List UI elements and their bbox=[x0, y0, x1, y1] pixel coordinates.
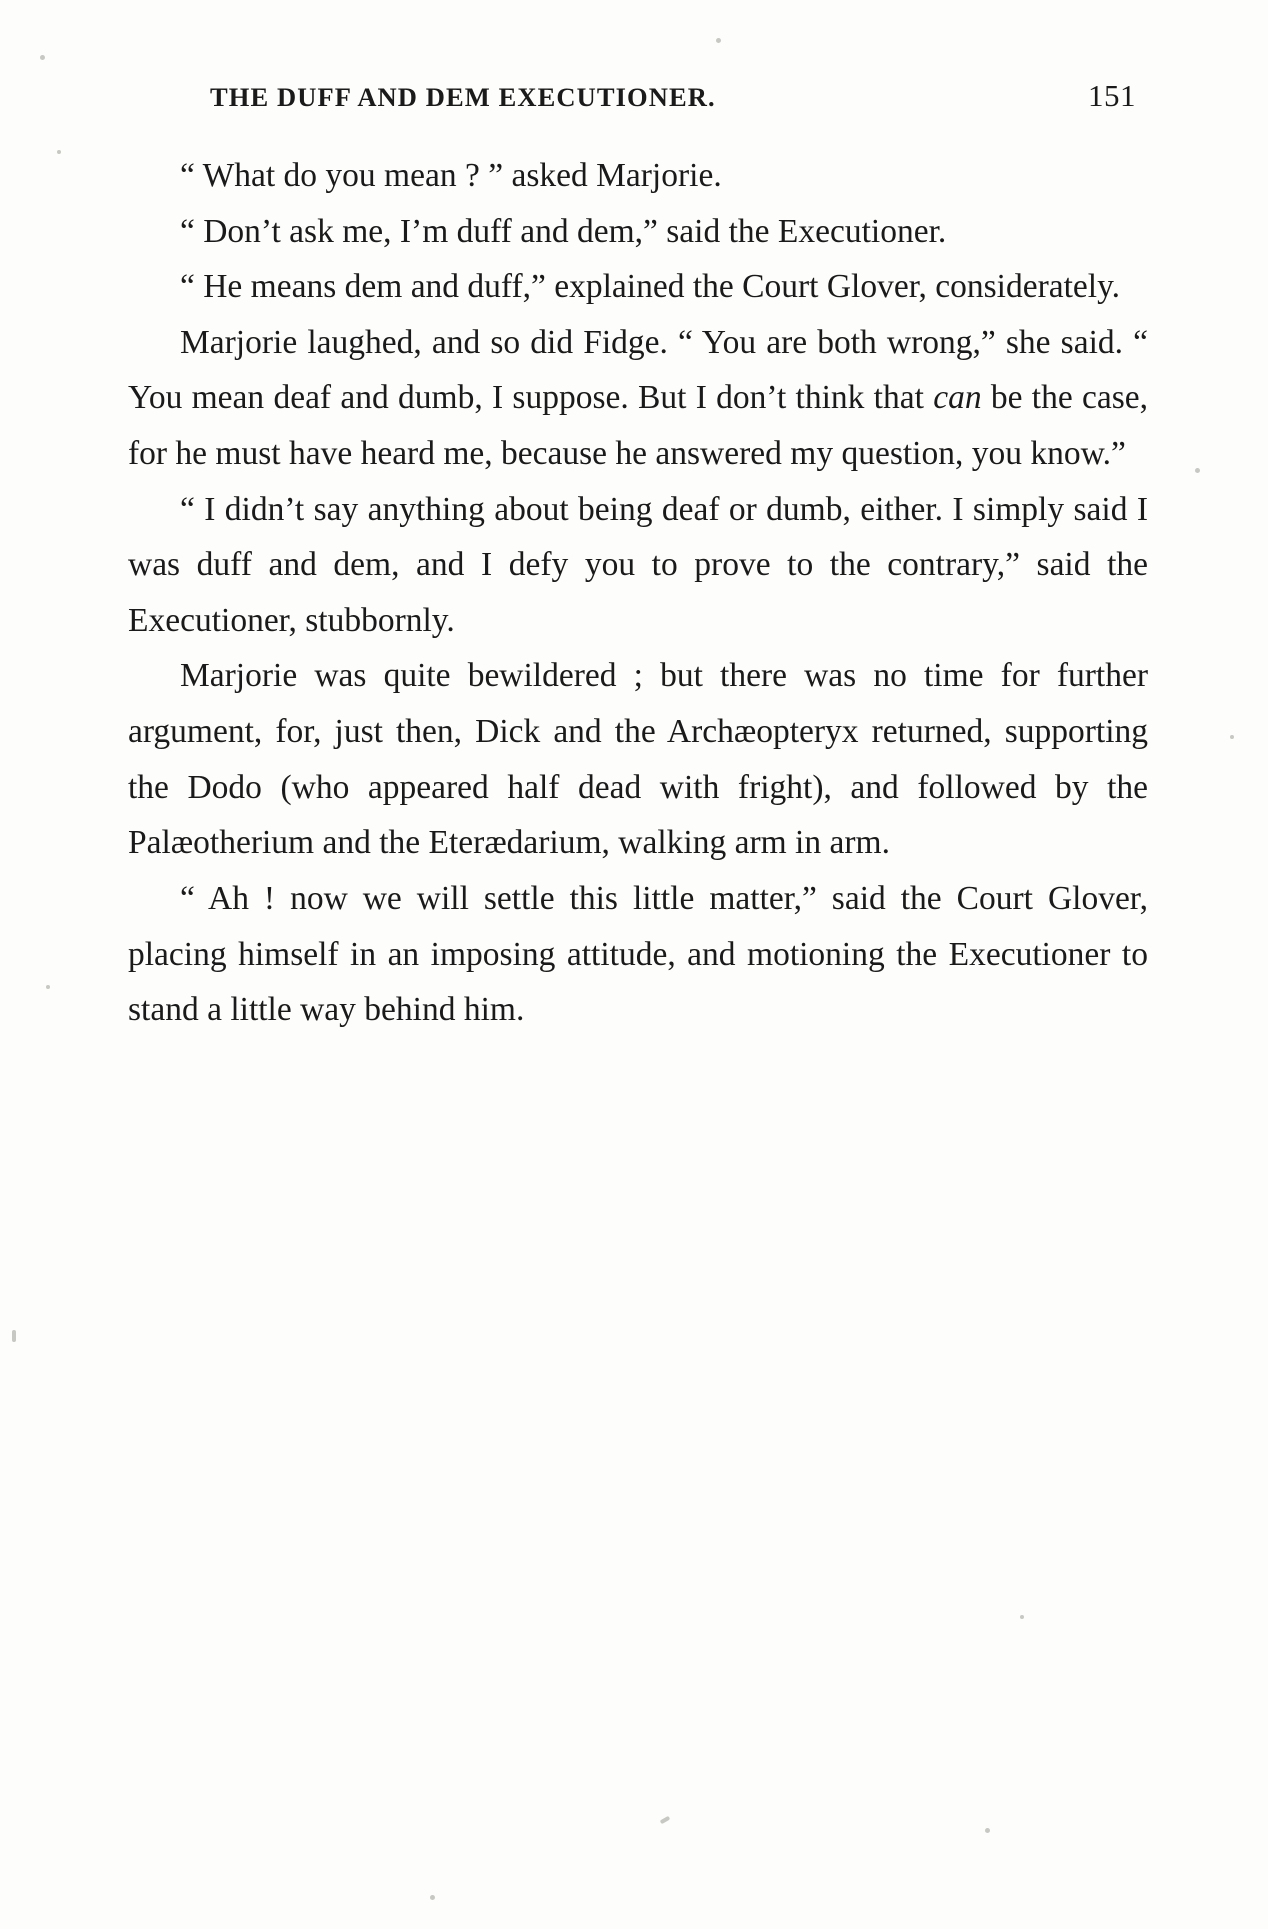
scan-speck bbox=[1230, 735, 1234, 739]
scan-speck bbox=[430, 1895, 435, 1900]
paragraph bbox=[128, 315, 1148, 482]
scan-speck bbox=[40, 55, 45, 60]
paragraph: “ He means dem and duff,” explained the Court Glover, considerately. bbox=[180, 268, 1121, 306]
paragraph: “ What do you mean ? ” asked Marjorie. bbox=[180, 157, 722, 194]
paragraph: “ Don’t ask me, I’m duff and dem,” said the Executioner. bbox=[180, 212, 947, 250]
scan-speck bbox=[57, 150, 61, 154]
scan-speck bbox=[12, 1330, 16, 1342]
scan-speck bbox=[985, 1828, 990, 1833]
page-number: 151 bbox=[1088, 78, 1136, 113]
paragraph: “ Ah ! now we will settle this little matter,” said the Court Glover, placing himself in an imposing attitude, and motioning the Executioner to stand a little way behind him. bbox=[128, 879, 1148, 1029]
body-text bbox=[128, 148, 1148, 1038]
scan-speck bbox=[46, 985, 50, 989]
emphasis-word: can bbox=[933, 379, 982, 417]
running-head bbox=[128, 78, 1148, 114]
scan-speck bbox=[660, 1816, 671, 1824]
scan-speck bbox=[1020, 1615, 1024, 1619]
scan-speck bbox=[1195, 468, 1200, 473]
paragraph-text-before-italic: Marjorie laughed, and so did Fidge. “ You are both wrong,” she said. “ You mean deaf and dumb, I suppose. But I don’t think that bbox=[128, 323, 1148, 417]
paragraph: “ I didn’t say anything about being deaf or dumb, either. I simply said I was duff and dem, and I defy you to prove to the contrary,” said the Executioner, stubbornly. bbox=[128, 490, 1148, 639]
page-title: THE DUFF AND DEM EXECUTIONER. bbox=[210, 82, 716, 112]
paragraph: Marjorie was quite bewildered ; but there was no time for further argument, for, just then, Dick and the Archæopteryx returned, supporting the Dodo (who appeared half dead with fright), and followed by the Palæotherium and the Eterædarium, walking arm in arm. bbox=[128, 657, 1148, 862]
scan-speck bbox=[716, 38, 721, 43]
paragraph-text-after-italic: be the case, for he must have heard me, because he answered my question, you know.” bbox=[128, 379, 1148, 473]
